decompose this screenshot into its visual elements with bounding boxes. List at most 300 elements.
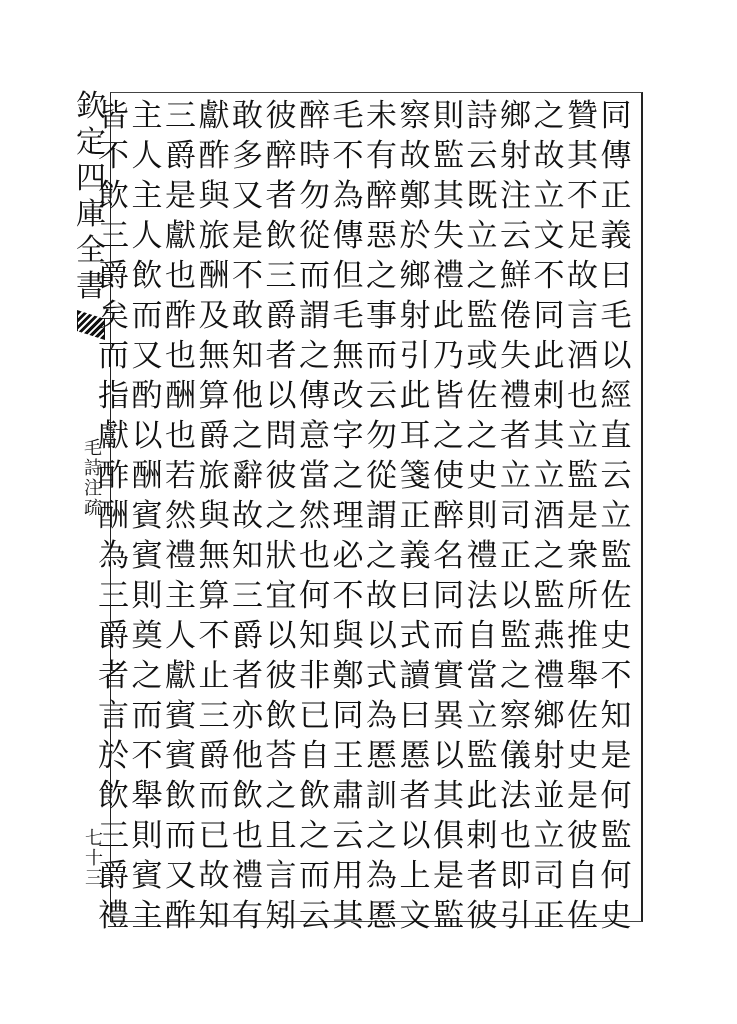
text-char: 禮 (533, 658, 565, 694)
text-char: 未 (366, 98, 397, 134)
text-char: 失 (500, 338, 531, 374)
text-char: 以 (500, 578, 531, 614)
text-char: 者 (466, 858, 498, 894)
text-char: 贊 (567, 98, 598, 134)
text-char: 不 (98, 138, 129, 174)
text-char: 詩 (466, 98, 498, 134)
text-char: 之 (366, 818, 397, 854)
text-char: 故 (198, 858, 230, 894)
text-char: 知 (600, 698, 632, 734)
text-char: 旅 (198, 458, 230, 494)
text-char: 三 (165, 98, 196, 134)
text-char: 之 (299, 338, 330, 374)
text-char: 時 (299, 138, 330, 174)
text-char: 有 (232, 898, 263, 934)
text-char: 不 (533, 258, 565, 294)
text-char: 而 (131, 298, 163, 334)
text-char: 監 (600, 538, 632, 574)
text-char: 奠 (131, 618, 163, 654)
text-char: 佐 (466, 378, 498, 414)
text-char: 監 (500, 618, 531, 654)
text-char: 已 (299, 698, 330, 734)
text-char: 人 (165, 618, 196, 654)
text-char: 立 (533, 818, 565, 854)
text-char: 毛 (600, 298, 632, 334)
text-char: 法 (500, 778, 531, 814)
margin-char: 十 (85, 848, 103, 869)
text-char: 無 (198, 338, 230, 374)
text-char: 意 (299, 418, 330, 454)
text-char: 從 (299, 218, 330, 254)
text-char: 佐 (567, 698, 598, 734)
text-char: 以 (366, 618, 397, 654)
text-char: 醉 (265, 138, 297, 174)
text-char: 失 (433, 218, 464, 254)
text-char: 云 (366, 378, 397, 414)
text-char: 不 (332, 138, 364, 174)
text-char: 改 (332, 378, 364, 414)
text-char: 不 (332, 578, 364, 614)
text-char: 酒 (567, 338, 598, 374)
text-char: 人 (131, 218, 163, 254)
text-char: 立 (567, 418, 598, 454)
text-char: 監 (600, 818, 632, 854)
text-char: 既 (466, 178, 498, 214)
text-char: 為 (366, 698, 397, 734)
text-char: 以 (600, 338, 632, 374)
text-char: 辭 (232, 458, 263, 494)
text-char: 而 (299, 258, 330, 294)
text-char: 以 (265, 618, 297, 654)
text-char: 敢 (232, 298, 263, 334)
text-char: 已 (198, 818, 230, 854)
text-char: 直 (600, 418, 632, 454)
text-char: 倦 (500, 298, 531, 334)
margin-char: 注 (84, 478, 102, 499)
text-char: 之 (433, 418, 464, 454)
text-char: 訓 (366, 778, 397, 814)
text-char: 史 (466, 458, 498, 494)
text-char: 正 (500, 538, 531, 574)
text-char: 醉 (433, 498, 464, 534)
text-char: 自 (299, 738, 330, 774)
text-char: 正 (533, 898, 565, 934)
text-char: 者 (265, 178, 297, 214)
text-char: 其 (533, 418, 565, 454)
text-char: 彼 (265, 458, 297, 494)
margin-char: 三 (85, 868, 103, 889)
text-char: 司 (500, 498, 531, 534)
text-char: 或 (466, 338, 498, 374)
text-char: 之 (299, 818, 330, 854)
text-char: 立 (600, 498, 632, 534)
text-char: 爵 (98, 858, 129, 894)
text-char: 彼 (567, 818, 598, 854)
text-char: 法 (466, 578, 498, 614)
text-char: 又 (232, 178, 263, 214)
text-char: 禮 (165, 538, 196, 574)
text-char: 三 (265, 258, 297, 294)
text-char: 與 (198, 498, 230, 534)
text-char: 何 (299, 578, 330, 614)
margin-char: 毛 (84, 438, 102, 459)
text-char: 史 (600, 618, 632, 654)
margin-char: 欽 (76, 89, 106, 124)
text-char: 立 (533, 178, 565, 214)
text-char: 不 (131, 738, 163, 774)
text-char: 則 (131, 578, 163, 614)
text-char: 酒 (533, 498, 565, 534)
text-char: 三 (98, 578, 129, 614)
text-char: 言 (98, 698, 129, 734)
text-char: 而 (299, 858, 330, 894)
text-char: 讀 (399, 658, 431, 694)
text-char: 之 (366, 538, 397, 574)
text-char: 狀 (265, 538, 297, 574)
text-char: 皆 (98, 98, 129, 134)
text-char: 爵 (265, 298, 297, 334)
text-char: 正 (399, 498, 431, 534)
text-char: 不 (600, 658, 632, 694)
text-char: 飲 (265, 698, 297, 734)
text-char: 爵 (98, 258, 129, 294)
text-char: 賓 (131, 858, 163, 894)
text-char: 引 (500, 898, 531, 934)
text-char: 此 (466, 778, 498, 814)
text-char: 監 (533, 578, 565, 614)
text-char: 射 (399, 298, 431, 334)
text-char: 禮 (98, 898, 129, 934)
text-char: 他 (232, 378, 263, 414)
text-char: 荅 (265, 738, 297, 774)
text-char: 即 (500, 858, 531, 894)
margin-char: 詩 (84, 458, 102, 479)
text-char: 與 (198, 178, 230, 214)
text-char: 之 (265, 498, 297, 534)
text-char: 曰 (399, 698, 431, 734)
text-char: 其 (433, 178, 464, 214)
text-char: 三 (98, 218, 129, 254)
text-char: 云 (466, 138, 498, 174)
text-char: 監 (466, 738, 498, 774)
text-char: 經 (600, 378, 632, 414)
text-char: 是 (165, 178, 196, 214)
text-char: 衆 (567, 538, 598, 574)
text-char: 曰 (399, 578, 431, 614)
text-char: 也 (232, 818, 263, 854)
text-char: 鄉 (399, 258, 431, 294)
text-char: 云 (299, 898, 330, 934)
text-char: 者 (265, 338, 297, 374)
text-char: 毛 (332, 298, 364, 334)
text-char: 酢 (198, 138, 230, 174)
text-char: 立 (466, 218, 498, 254)
text-char: 主 (131, 898, 163, 934)
text-char: 又 (165, 858, 196, 894)
text-char: 此 (533, 338, 565, 374)
text-char: 且 (265, 818, 297, 854)
text-char: 監 (466, 298, 498, 334)
text-char: 無 (198, 538, 230, 574)
text-char: 飲 (232, 778, 263, 814)
margin-char: 七 (85, 828, 103, 849)
text-char: 之 (466, 418, 498, 454)
text-char: 爵 (232, 618, 263, 654)
text-char: 文 (533, 218, 565, 254)
text-char: 以 (265, 378, 297, 414)
text-char: 酬 (198, 258, 230, 294)
text-char: 字 (332, 418, 364, 454)
text-char: 是 (600, 738, 632, 774)
text-char: 飲 (299, 778, 330, 814)
text-char: 多 (232, 138, 263, 174)
margin-char: 疏 (84, 498, 102, 519)
text-char: 賓 (131, 498, 163, 534)
text-char: 但 (332, 258, 364, 294)
text-char: 爵 (98, 618, 129, 654)
text-char: 於 (399, 218, 431, 254)
text-char: 其 (567, 138, 598, 174)
text-char: 彼 (265, 98, 297, 134)
text-char: 實 (433, 658, 464, 694)
text-char: 鄭 (332, 658, 364, 694)
text-char: 用 (332, 858, 364, 894)
text-char: 慝 (399, 738, 431, 774)
margin-char: 書 (76, 269, 106, 304)
text-char: 飲 (131, 258, 163, 294)
text-char: 何 (600, 778, 632, 814)
text-char: 耳 (399, 418, 431, 454)
text-char: 史 (567, 738, 598, 774)
text-char: 也 (500, 818, 531, 854)
text-char: 足 (567, 218, 598, 254)
text-char: 者 (399, 778, 431, 814)
text-char: 之 (265, 778, 297, 814)
text-char: 射 (500, 138, 531, 174)
text-char: 監 (433, 898, 464, 934)
text-char: 知 (299, 618, 330, 654)
text-char: 醉 (366, 178, 397, 214)
text-char: 同 (433, 578, 464, 614)
text-char: 射 (533, 738, 565, 774)
text-char: 謂 (299, 298, 330, 334)
text-char: 此 (399, 378, 431, 414)
text-char: 同 (332, 698, 364, 734)
text-char: 是 (567, 498, 598, 534)
text-char: 正 (600, 178, 632, 214)
text-char: 則 (131, 818, 163, 854)
text-char: 也 (299, 538, 330, 574)
text-char: 曰 (600, 258, 632, 294)
text-char: 他 (232, 738, 263, 774)
text-char: 傳 (332, 218, 364, 254)
text-char: 彼 (466, 898, 498, 934)
text-char: 非 (299, 658, 330, 694)
text-char: 為 (332, 178, 364, 214)
text-char: 之 (366, 258, 397, 294)
text-char: 立 (466, 698, 498, 734)
text-char: 亦 (232, 698, 263, 734)
text-char: 酬 (165, 378, 196, 414)
text-char: 為 (98, 538, 129, 574)
text-char: 為 (366, 858, 397, 894)
text-char: 其 (332, 898, 364, 934)
text-char: 同 (600, 98, 632, 134)
text-char: 司 (533, 858, 565, 894)
text-char: 主 (131, 98, 163, 134)
text-char: 察 (500, 698, 531, 734)
text-char: 之 (232, 418, 263, 454)
text-char: 然 (299, 498, 330, 534)
margin-char: 庫 (76, 197, 106, 232)
text-char: 俱 (433, 818, 464, 854)
text-char: 以 (399, 818, 431, 854)
text-char: 之 (466, 258, 498, 294)
text-char: 算 (198, 578, 230, 614)
text-char: 故 (232, 498, 263, 534)
text-char: 使 (433, 458, 464, 494)
text-char: 不 (198, 618, 230, 654)
text-char: 不 (567, 178, 598, 214)
text-char: 而 (165, 818, 196, 854)
text-char: 與 (332, 618, 364, 654)
text-char: 以 (433, 738, 464, 774)
text-char: 以 (131, 418, 163, 454)
text-char: 箋 (399, 458, 431, 494)
margin-char: 定 (76, 125, 106, 160)
text-column (91, 96, 137, 936)
text-char: 當 (466, 658, 498, 694)
text-char: 而 (198, 778, 230, 814)
text-char: 而 (131, 698, 163, 734)
text-char: 矣 (98, 298, 129, 334)
text-char: 知 (232, 338, 263, 374)
text-char: 酬 (131, 458, 163, 494)
text-char: 上 (399, 858, 431, 894)
text-char: 云 (500, 218, 531, 254)
text-char: 皆 (433, 378, 464, 414)
text-char: 式 (366, 658, 397, 694)
text-char: 是 (433, 858, 464, 894)
text-char: 者 (500, 418, 531, 454)
text-char: 爵 (198, 738, 230, 774)
text-char: 不 (232, 258, 263, 294)
text-char: 言 (265, 858, 297, 894)
text-char: 自 (567, 858, 598, 894)
text-char: 引 (399, 338, 431, 374)
text-char: 佐 (600, 578, 632, 614)
text-char: 者 (98, 658, 129, 694)
text-char: 若 (165, 458, 196, 494)
text-char: 矧 (265, 898, 297, 934)
text-char: 酢 (165, 898, 196, 934)
text-char: 之 (533, 98, 565, 134)
text-char: 之 (533, 538, 565, 574)
text-char: 飲 (98, 778, 129, 814)
text-char: 言 (567, 298, 598, 334)
text-char: 剌 (466, 818, 498, 854)
text-char: 事 (366, 298, 397, 334)
text-char: 知 (232, 538, 263, 574)
text-char: 於 (98, 738, 129, 774)
text-char: 之 (332, 458, 364, 494)
text-char: 三 (232, 578, 263, 614)
text-char: 從 (366, 458, 397, 494)
margin-char: 全 (76, 233, 106, 268)
text-char: 爵 (198, 418, 230, 454)
text-char: 謂 (366, 498, 397, 534)
text-char: 禮 (500, 378, 531, 414)
text-char: 三 (98, 818, 129, 854)
text-char: 鮮 (500, 258, 531, 294)
text-char: 注 (500, 178, 531, 214)
text-char: 賓 (131, 538, 163, 574)
text-char: 飲 (98, 178, 129, 214)
text-char: 同 (533, 298, 565, 334)
text-char: 問 (265, 418, 297, 454)
text-char: 是 (232, 218, 263, 254)
text-char: 史 (600, 898, 632, 934)
text-char: 則 (466, 498, 498, 534)
text-char: 云 (332, 818, 364, 854)
text-char: 之 (500, 658, 531, 694)
text-char: 文 (399, 898, 431, 934)
text-char: 而 (98, 338, 129, 374)
text-char: 勿 (366, 418, 397, 454)
text-char: 宜 (265, 578, 297, 614)
text-char: 算 (198, 378, 230, 414)
text-char: 而 (366, 338, 397, 374)
text-char: 異 (433, 698, 464, 734)
text-char: 勿 (299, 178, 330, 214)
text-char: 當 (299, 458, 330, 494)
text-char: 旅 (198, 218, 230, 254)
text-char: 酬 (98, 498, 129, 534)
text-char: 知 (198, 898, 230, 934)
text-char: 式 (399, 618, 431, 654)
text-char: 燕 (533, 618, 565, 654)
text-char: 爵 (165, 138, 196, 174)
text-char: 賓 (165, 738, 196, 774)
text-char: 云 (600, 458, 632, 494)
text-char: 指 (98, 378, 129, 414)
text-char: 也 (567, 378, 598, 414)
text-char: 然 (165, 498, 196, 534)
text-char: 並 (533, 778, 565, 814)
text-char: 傳 (299, 378, 330, 414)
text-char: 也 (165, 258, 196, 294)
text-char: 鄭 (399, 178, 431, 214)
text-char: 人 (131, 138, 163, 174)
text-char: 酢 (98, 458, 129, 494)
text-char: 飲 (165, 778, 196, 814)
text-char: 王 (332, 738, 364, 774)
text-char: 禮 (232, 858, 263, 894)
text-char: 也 (165, 338, 196, 374)
text-char: 而 (433, 618, 464, 654)
text-char: 毛 (332, 98, 364, 134)
text-char: 則 (433, 98, 464, 134)
text-char: 之 (131, 658, 163, 694)
text-char: 義 (600, 218, 632, 254)
text-char: 剌 (533, 378, 565, 414)
text-char: 察 (399, 98, 431, 134)
text-char: 獻 (198, 98, 230, 134)
text-char: 所 (567, 578, 598, 614)
text-char: 名 (433, 538, 464, 574)
text-char: 立 (533, 458, 565, 494)
text-char: 也 (165, 418, 196, 454)
